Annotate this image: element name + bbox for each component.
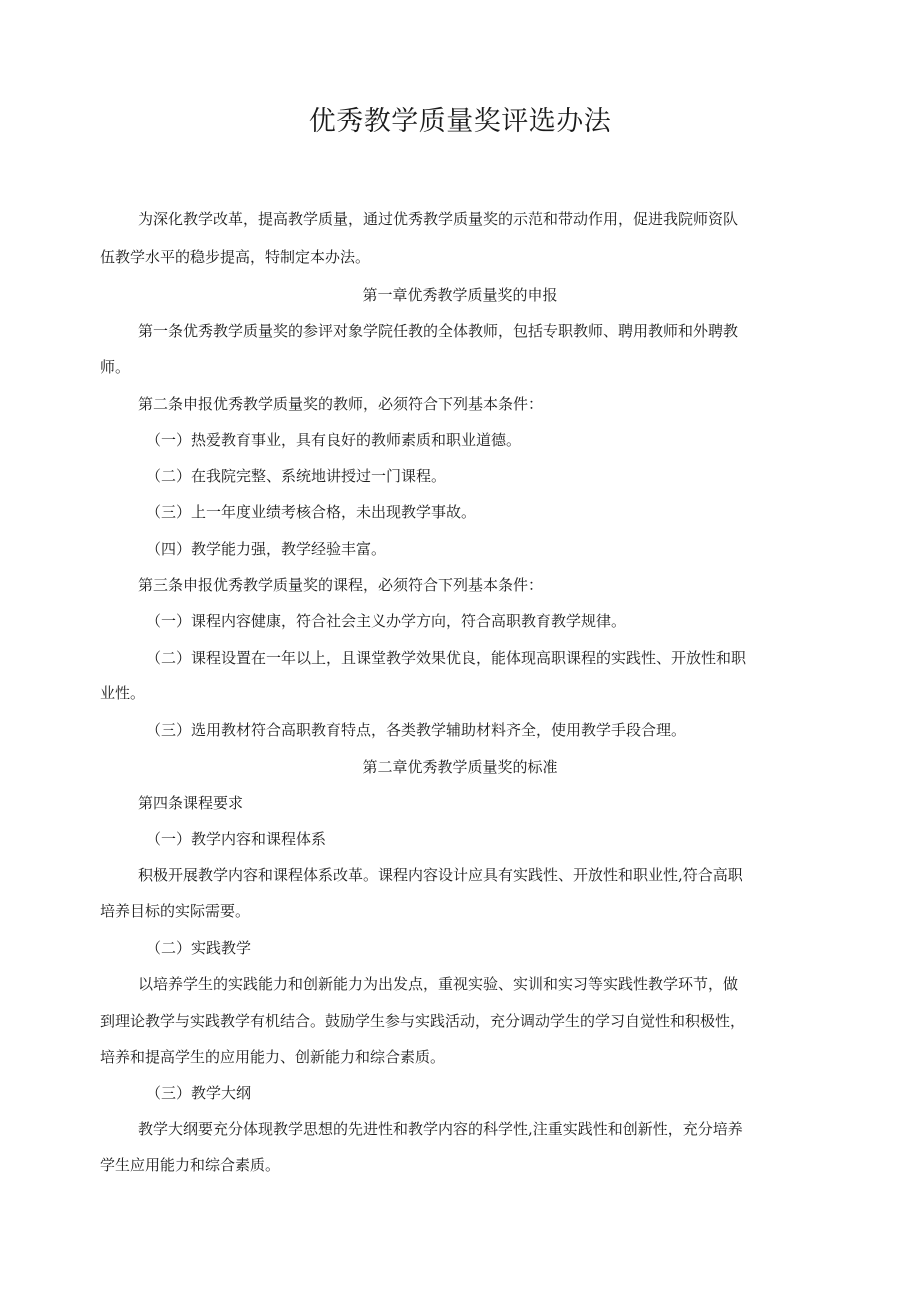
article-4-subsection-2-text-line-1: 以培养学生的实践能力和创新能力为出发点，重视实验、实训和实习等实践性教学环节，做 (138, 975, 739, 993)
intro-line-2: 伍教学水平的稳步提高，特制定本办法。 (100, 248, 371, 266)
article-2-item-3: （三）上一年度业绩考核合格，未出现教学事故。 (146, 503, 477, 521)
article-4-subsection-1: （一）教学内容和课程体系 (146, 830, 327, 848)
article-4-subsection-1-text-line-1: 积极开展教学内容和课程体系改革。课程内容设计应具有实践性、开放性和职业性,符合高职 (138, 866, 743, 884)
article-4-subsection-2: （二）实践教学 (146, 939, 252, 957)
article-3: 第三条申报优秀教学质量奖的课程，必须符合下列基本条件： (138, 576, 544, 594)
article-2-item-4: （四）教学能力强，教学经验丰富。 (146, 540, 387, 558)
article-3-item-3: （三）选用教材符合高职教育特点，各类教学辅助材料齐全，使用教学手段合理。 (146, 721, 687, 739)
chapter-1-heading: 第一章优秀教学质量奖的申报 (362, 286, 558, 304)
article-3-item-2-line-2: 业性。 (100, 684, 146, 702)
article-1-line-1: 第一条优秀教学质量奖的参评对象学院任教的全体教师，包括专职教师、聘用教师和外聘教 (138, 322, 739, 340)
article-2-item-1: （一）热爱教育事业，具有良好的教师素质和职业道德。 (146, 431, 522, 449)
article-3-item-2-line-1: （二）课程设置在一年以上，且课堂教学效果优良，能体现高职课程的实践性、开放性和职 (146, 649, 747, 667)
article-4: 第四条课程要求 (138, 794, 244, 812)
intro-line-1: 为深化教学改革，提高教学质量，通过优秀教学质量奖的示范和带动作用，促进我院师资队 (138, 210, 739, 228)
article-2-item-2: （二）在我院完整、系统地讲授过一门课程。 (146, 467, 447, 485)
article-4-subsection-2-text-line-2: 到理论教学与实践教学有机结合。鼓励学生参与实践活动，充分调动学生的学习自觉性和积极性， (100, 1012, 746, 1030)
article-4-subsection-3-text-line-2: 学生应用能力和综合素质。 (100, 1156, 281, 1174)
article-1-line-2: 师。 (100, 358, 131, 376)
chapter-2-heading: 第二章优秀教学质量奖的标准 (362, 758, 558, 776)
document-title: 优秀教学质量奖评选办法 (308, 106, 612, 137)
article-3-item-1: （一）课程内容健康，符合社会主义办学方向，符合高职教育教学规律。 (146, 612, 627, 630)
article-2: 第二条申报优秀教学质量奖的教师，必须符合下列基本条件： (138, 395, 544, 413)
article-4-subsection-3-text-line-1: 教学大纲要充分体现教学思想的先进性和教学内容的科学性,注重实践性和创新性，充分培养 (138, 1120, 743, 1138)
article-4-subsection-3: （三）教学大纲 (146, 1084, 252, 1102)
article-4-subsection-2-text-line-3: 培养和提高学生的应用能力、创新能力和综合素质。 (100, 1048, 446, 1066)
article-4-subsection-1-text-line-2: 培养目标的实际需要。 (100, 902, 251, 920)
